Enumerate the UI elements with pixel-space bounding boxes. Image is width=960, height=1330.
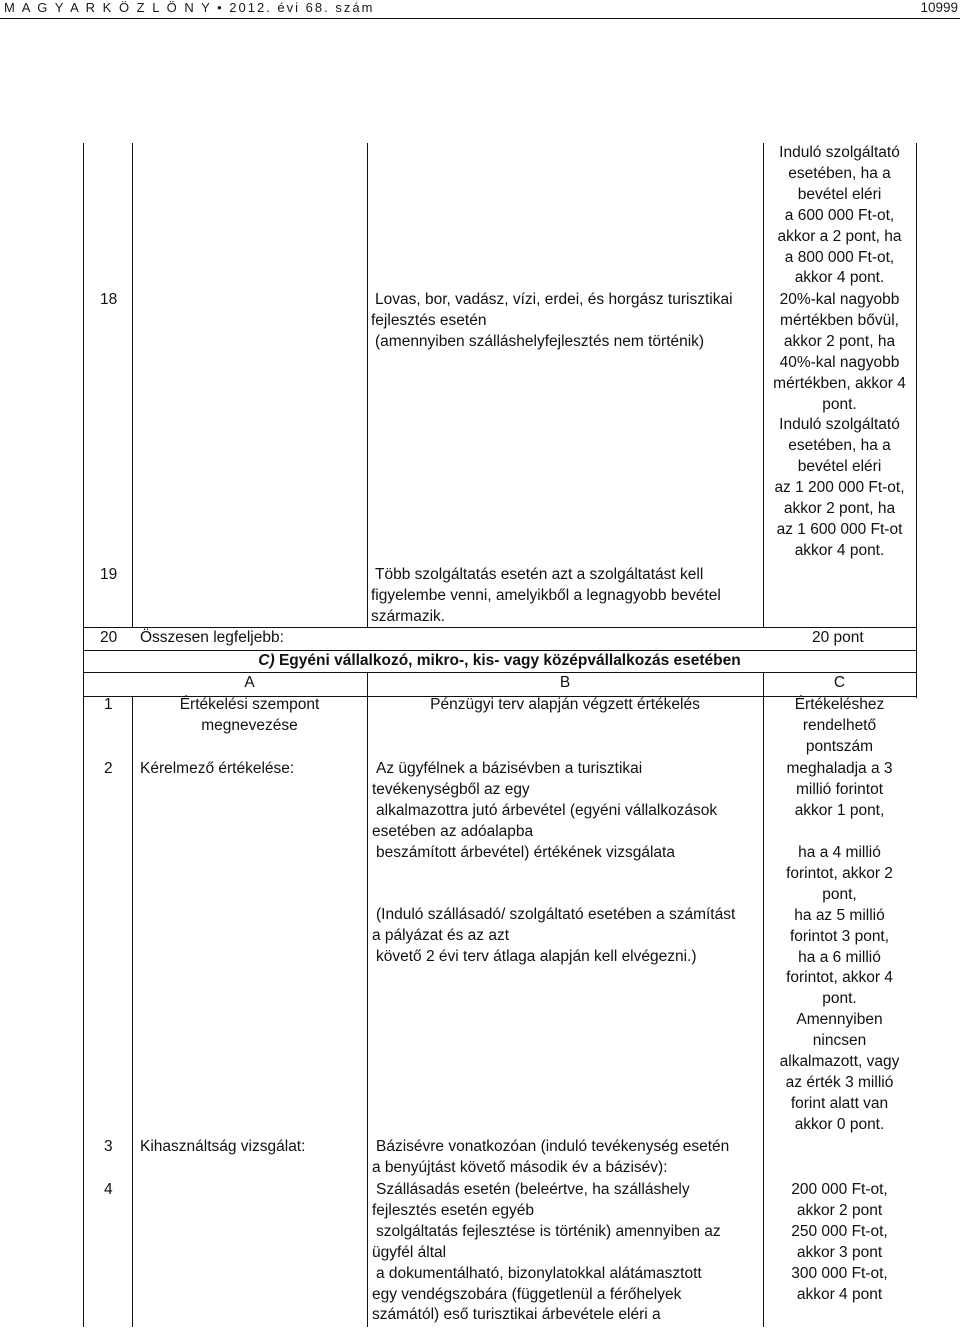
- row18-number: 18: [100, 291, 118, 308]
- c-row2-b-text-1: Az ügyfélnek a bázisévben a turisztikai tevékenységből az egy alkalmazottra jutó árbevétel (egyéni vállalkozások esetében az adóalapba beszámított árbevétel) értékének vizsgálata: [372, 760, 718, 861]
- row19-number: 19: [100, 566, 118, 583]
- c-row1-c-text: Értékeléshez rendelhető pontszám: [794, 696, 885, 755]
- c-row1-number: 1: [104, 696, 113, 713]
- c-row2-c-text-1: meghaladja a 3 millió forintot akkor 1 pont,: [786, 760, 893, 819]
- column-header-c: C: [833, 674, 846, 691]
- c-row4-b-text: Szállásadás esetén (beleértve, ha szálláshely fejlesztés esetén egyéb szolgáltatás fejlesztése is történik) amennyiben az ügyfél által a dokumentálható, bizonylatokkal alátámasztott egy vendégszobára (függetlenül a férőhelyek számától) eső turisztikai árbevétele eléri a: [372, 1181, 721, 1324]
- journal-title: M A G Y A R K Ö Z L Ö N Y • 2012. évi 68. szám: [4, 0, 375, 15]
- section-c-letter: C): [258, 652, 275, 669]
- row18-c-text: 20%-kal nagyobb mértékben bővül, akkor 2 pont, ha 40%-kal nagyobb mértékben, akkor 4 pont. Induló szolgáltató esetében, ha a bevétel eléri az 1 200 000 Ft-ot, akkor 2 pont, ha az 1 600 000 Ft-ot akkor 4 pont.: [773, 291, 906, 559]
- page-number: 10999: [920, 0, 958, 15]
- header-rule: [0, 18, 960, 19]
- row20-label: Összesen legfeljebb:: [140, 629, 284, 646]
- c-row2-a-text: Kérelmező értékelése:: [140, 760, 295, 777]
- col-divider-num-2: [132, 696, 133, 1327]
- column-header-a: A: [244, 674, 255, 691]
- col-divider-b: [367, 143, 368, 627]
- table-border-left: [83, 143, 84, 1327]
- row18-cont-c-text: Induló szolgáltató esetében, ha a bevétel eléri a 600 000 Ft-ot, akkor a 2 pont, ha a 800 000 Ft-ot, akkor 4 pont.: [777, 144, 902, 287]
- c-row4-number: 4: [104, 1181, 113, 1198]
- row20-value: 20 pont: [812, 629, 864, 646]
- c-row4-c-text: 200 000 Ft-ot, akkor 2 pont 250 000 Ft-ot, akkor 3 pont 300 000 Ft-ot, akkor 4 pont: [791, 1181, 888, 1303]
- c-row3-a-text: Kihasználtság vizsgálat:: [140, 1138, 306, 1155]
- table-border-right: [916, 143, 917, 698]
- c-row2-c-text-2: ha a 4 millió forintot, akkor 2 pont, ha az 5 millió forintot 3 pont, ha a 6 millió forintot, akkor 4 pont. Amennyiben nincsen alkalmazott, vagy az érték 3 millió forint alatt van akkor 0 pont.: [779, 844, 900, 1133]
- c-row3-b-text: Bázisévre vonatkozóan (induló tevékenység esetén a benyújtást követő második év a bázisév):: [372, 1138, 730, 1176]
- column-header-b: B: [559, 674, 571, 691]
- row20-number: 20: [100, 629, 118, 646]
- section-c-title: [83, 651, 916, 672]
- col-divider-b-2: [367, 672, 368, 1327]
- col-divider-c: [763, 143, 764, 627]
- c-row2-b-text-2: (Induló szállásadó/ szolgáltató esetében a számítást a pályázat és az azt követő 2 évi terv átlaga alapján kell elvégezni.): [372, 906, 736, 965]
- row19-description: Több szolgáltatás esetén azt a szolgáltatást kell figyelembe venni, amelyikből a legnagyobb bevétel származik.: [371, 566, 721, 625]
- row18-description: Lovas, bor, vadász, vízi, erdei, és horgász turisztikai fejlesztés esetén (amennyiben szálláshelyfejlesztés nem történik): [371, 291, 733, 350]
- col-divider-num: [132, 143, 133, 627]
- page-header: [0, 0, 960, 20]
- section-c-title-text: Egyéni vállalkozó, mikro-, kis- vagy középvállalkozás esetében: [274, 652, 741, 669]
- c-row1-b-text: Pénzügyi terv alapján végzett értékelés: [430, 696, 700, 713]
- c-row2-number: 2: [104, 760, 113, 777]
- c-row3-number: 3: [104, 1138, 113, 1155]
- c-row1-a-text: Értékelési szempont megnevezése: [179, 696, 320, 734]
